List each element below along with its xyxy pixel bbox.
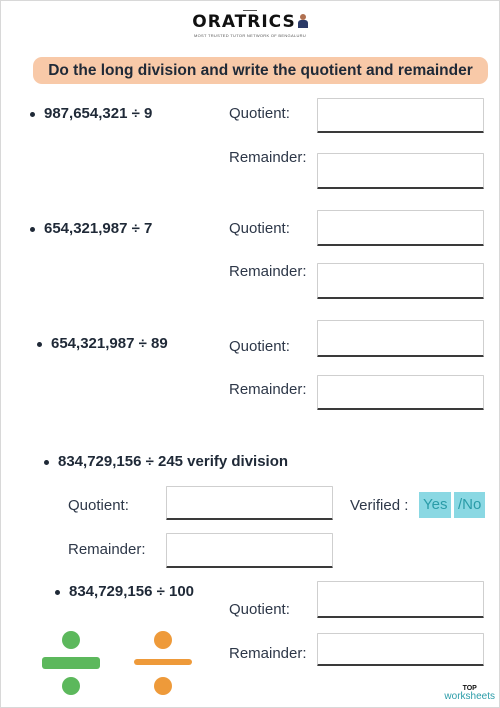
problem-3-expression: 654,321,987 ÷ 89 [51,335,168,352]
problem-2 [30,220,152,237]
verified-no-option[interactable]: /No [454,492,485,518]
bullet [30,227,35,232]
logo-tagline: MOST TRUSTED TUTOR NETWORK OF BENGALURU [193,33,307,38]
remainder-box-2[interactable] [317,263,484,299]
title-banner [33,57,488,84]
footer-top: TOP [462,685,477,692]
remainder-label-5: Remainder: [229,645,307,662]
top-worksheets-logo [444,685,495,702]
remainder-label-3: Remainder: [229,381,307,398]
logo [0,6,500,38]
crown-icon [243,6,257,11]
quotient-box-2[interactable] [317,210,484,246]
problem-2-expression: 654,321,987 ÷ 7 [44,220,153,237]
orange-division-icon [134,631,194,701]
person-icon [298,14,308,28]
bullet [37,342,42,347]
remainder-label-4: Remainder: [68,541,146,558]
verified-label: Verified : [350,497,409,514]
remainder-label-2: Remainder: [229,263,307,280]
quotient-label-1: Quotient: [229,105,290,122]
remainder-box-4[interactable] [166,533,333,568]
remainder-box-3[interactable] [317,375,484,410]
quotient-box-4[interactable] [166,486,333,520]
quotient-box-3[interactable] [317,320,484,357]
verified-yes-option[interactable]: Yes [419,492,451,518]
problem-4-expression: 834,729,156 ÷ 245 verify division [58,453,289,470]
quotient-box-5[interactable] [317,581,484,618]
problem-1 [30,105,152,122]
problem-5 [55,583,194,600]
problem-3 [37,335,168,352]
problem-1-expression: 987,654,321 ÷ 9 [44,105,153,122]
remainder-box-1[interactable] [317,153,484,189]
remainder-label-1: Remainder: [229,149,307,166]
footer-brand: worksheets [444,691,495,702]
quotient-label-2: Quotient: [229,220,290,237]
remainder-box-5[interactable] [317,633,484,666]
bullet [44,460,49,465]
quotient-label-4: Quotient: [68,497,129,514]
problem-5-expression: 834,729,156 ÷ 100 [69,583,195,600]
green-division-icon [42,631,102,701]
bullet [30,112,35,117]
logo-wordmark: ORATRICS [192,12,296,32]
quotient-box-1[interactable] [317,98,484,133]
quotient-label-5: Quotient: [229,601,290,618]
problem-4 [44,453,288,470]
quotient-label-3: Quotient: [229,338,290,355]
bullet [55,590,60,595]
page-title: Do the long division and write the quotient and remainder [48,61,473,79]
